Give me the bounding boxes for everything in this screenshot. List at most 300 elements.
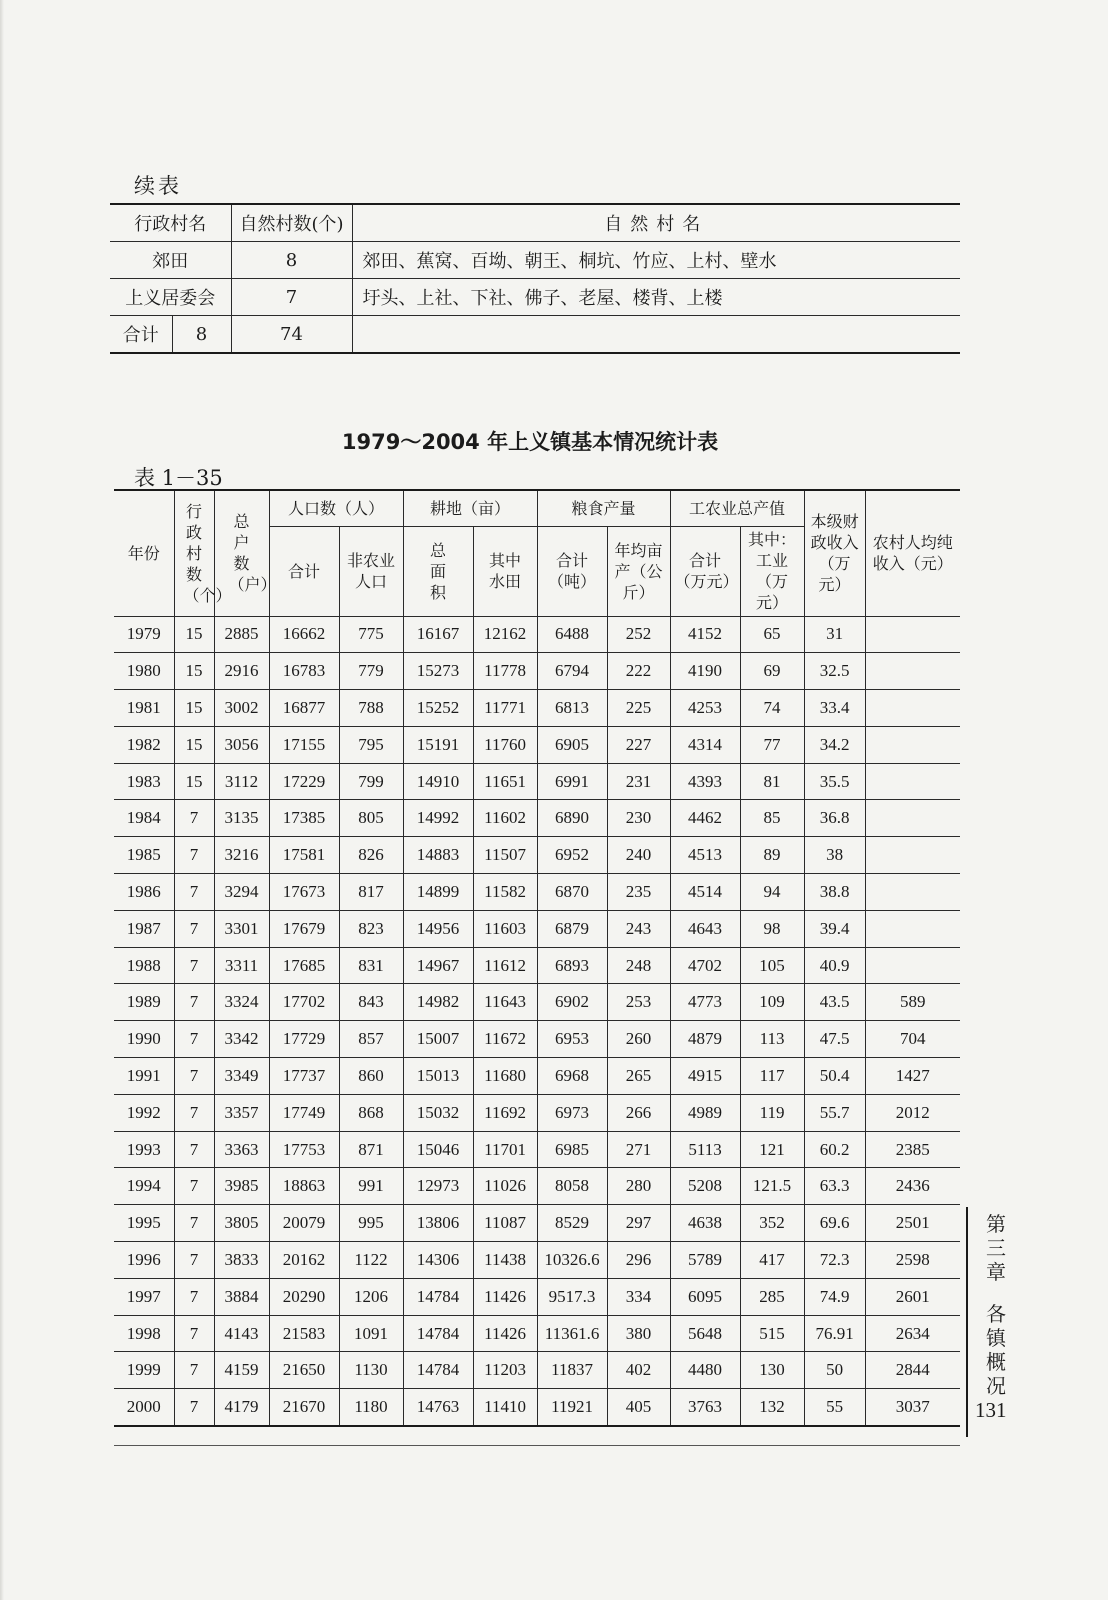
header-admin-village: 行政村名 xyxy=(110,204,231,242)
table-cell: 6902 xyxy=(537,984,607,1021)
table-cell: 5648 xyxy=(670,1315,740,1352)
table-cell: 21650 xyxy=(269,1352,339,1389)
table-cell: 15252 xyxy=(403,690,473,727)
header-land-paddy: 其中水田 xyxy=(473,526,537,616)
table-cell: 20290 xyxy=(269,1278,339,1315)
header-pop-nonagri: 非农业人口 xyxy=(339,526,403,616)
table-cell: 60.2 xyxy=(804,1131,865,1168)
table-cell: 6813 xyxy=(537,690,607,727)
table-row xyxy=(114,616,960,653)
table-cell: 1206 xyxy=(339,1278,403,1315)
table-cell: 589 xyxy=(865,984,960,1021)
table-cell: 230 xyxy=(607,800,670,837)
table-cell: 14763 xyxy=(403,1389,473,1426)
table-cell: 15 xyxy=(174,726,214,763)
header-output-total: 合计（万元） xyxy=(670,526,740,616)
table-cell: 8529 xyxy=(537,1205,607,1242)
admin-village-cell: 上义居委会 xyxy=(110,279,231,316)
table-cell: 15 xyxy=(174,616,214,653)
table-cell: 50 xyxy=(804,1352,865,1389)
header-grain: 粮食产量 xyxy=(537,490,670,526)
total-label: 合计 xyxy=(110,316,172,354)
table-cell: 817 xyxy=(339,874,403,911)
table-cell: 1986 xyxy=(114,874,174,911)
table-cell: 11438 xyxy=(473,1242,537,1279)
table-cell: 4480 xyxy=(670,1352,740,1389)
table-cell: 402 xyxy=(607,1352,670,1389)
table-cell: 826 xyxy=(339,837,403,874)
table-cell: 6893 xyxy=(537,947,607,984)
table-cell: 6953 xyxy=(537,1021,607,1058)
table-row xyxy=(114,1315,960,1352)
table-cell: 69.6 xyxy=(804,1205,865,1242)
table-cell: 280 xyxy=(607,1168,670,1205)
table-cell: 1992 xyxy=(114,1094,174,1131)
table-cell: 3135 xyxy=(214,800,269,837)
table-cell: 5789 xyxy=(670,1242,740,1279)
table-cell: 17679 xyxy=(269,910,339,947)
table-cell: 11771 xyxy=(473,690,537,727)
village-row xyxy=(110,279,960,316)
table-cell: 2436 xyxy=(865,1168,960,1205)
table-cell: 81 xyxy=(740,763,804,800)
table-cell: 296 xyxy=(607,1242,670,1279)
table-cell: 4989 xyxy=(670,1094,740,1131)
natural-count-cell: 7 xyxy=(231,279,352,316)
header-output-industry: 其中：工业（万元） xyxy=(740,526,804,616)
table-cell: 995 xyxy=(339,1205,403,1242)
table-cell: 7 xyxy=(174,1021,214,1058)
table-cell: 4393 xyxy=(670,763,740,800)
table-cell: 14883 xyxy=(403,837,473,874)
table-row xyxy=(114,1278,960,1315)
table-cell: 7 xyxy=(174,1094,214,1131)
table-cell: 2885 xyxy=(214,616,269,653)
total-natural-count: 74 xyxy=(231,316,352,354)
table-row xyxy=(114,874,960,911)
table-cell: 991 xyxy=(339,1168,403,1205)
table-cell: 89 xyxy=(740,837,804,874)
table-cell: 788 xyxy=(339,690,403,727)
table-cell: 15046 xyxy=(403,1131,473,1168)
table-cell: 405 xyxy=(607,1389,670,1426)
table-cell xyxy=(865,874,960,911)
table-cell: 352 xyxy=(740,1205,804,1242)
village-table xyxy=(110,203,960,354)
table-cell xyxy=(865,690,960,727)
table-cell: 76.91 xyxy=(804,1315,865,1352)
table-cell: 1091 xyxy=(339,1315,403,1352)
table-cell: 2598 xyxy=(865,1242,960,1279)
table-cell: 3349 xyxy=(214,1058,269,1095)
table-cell: 2501 xyxy=(865,1205,960,1242)
table-cell: 11087 xyxy=(473,1205,537,1242)
table-cell: 11701 xyxy=(473,1131,537,1168)
page-edge xyxy=(0,0,4,1600)
table-cell: 11651 xyxy=(473,763,537,800)
table-cell: 380 xyxy=(607,1315,670,1352)
table-cell: 113 xyxy=(740,1021,804,1058)
table-cell: 11203 xyxy=(473,1352,537,1389)
header-natural-count: 自然村数(个) xyxy=(231,204,352,242)
table-cell: 11612 xyxy=(473,947,537,984)
table-cell: 260 xyxy=(607,1021,670,1058)
table-cell: 805 xyxy=(339,800,403,837)
header-pop-total: 合计 xyxy=(269,526,339,616)
table-cell: 65 xyxy=(740,616,804,653)
table-cell: 823 xyxy=(339,910,403,947)
table-number: 表 1－35 xyxy=(134,466,223,490)
table-cell: 85 xyxy=(740,800,804,837)
table-cell: 843 xyxy=(339,984,403,1021)
table-cell: 1991 xyxy=(114,1058,174,1095)
table-cell: 7 xyxy=(174,947,214,984)
table-cell: 36.8 xyxy=(804,800,865,837)
table-cell: 2385 xyxy=(865,1131,960,1168)
village-row xyxy=(110,242,960,279)
table-cell: 3294 xyxy=(214,874,269,911)
table-cell: 3805 xyxy=(214,1205,269,1242)
table-cell: 285 xyxy=(740,1278,804,1315)
table-cell: 6095 xyxy=(670,1278,740,1315)
table-cell: 32.5 xyxy=(804,653,865,690)
table-cell: 4773 xyxy=(670,984,740,1021)
header-output: 工农业总产值 xyxy=(670,490,804,526)
table-cell: 109 xyxy=(740,984,804,1021)
table-cell: 34.2 xyxy=(804,726,865,763)
page-number: 131 xyxy=(975,1398,1007,1422)
bottom-rule xyxy=(114,1445,960,1446)
table-cell: 3363 xyxy=(214,1131,269,1168)
table-cell: 11672 xyxy=(473,1021,537,1058)
total-admin-count: 8 xyxy=(172,316,231,354)
table-row xyxy=(114,1352,960,1389)
table-cell: 20079 xyxy=(269,1205,339,1242)
table-cell: 21670 xyxy=(269,1389,339,1426)
table-row xyxy=(114,726,960,763)
table-cell: 21583 xyxy=(269,1315,339,1352)
table-cell xyxy=(865,763,960,800)
table-cell: 16877 xyxy=(269,690,339,727)
table-cell: 3357 xyxy=(214,1094,269,1131)
table-cell: 7 xyxy=(174,1242,214,1279)
table-cell: 1122 xyxy=(339,1242,403,1279)
table-cell: 297 xyxy=(607,1205,670,1242)
table-cell: 74 xyxy=(740,690,804,727)
table-cell: 4643 xyxy=(670,910,740,947)
table-cell: 11692 xyxy=(473,1094,537,1131)
table-cell: 7 xyxy=(174,837,214,874)
table-cell: 11507 xyxy=(473,837,537,874)
table-cell: 1981 xyxy=(114,690,174,727)
natural-names-cell: 圩头、上社、下社、佛子、老屋、楼背、上楼 xyxy=(352,279,960,316)
table-cell: 17729 xyxy=(269,1021,339,1058)
table-cell: 14910 xyxy=(403,763,473,800)
table-cell: 871 xyxy=(339,1131,403,1168)
table-cell: 55.7 xyxy=(804,1094,865,1131)
table-cell: 72.3 xyxy=(804,1242,865,1279)
table-cell: 1989 xyxy=(114,984,174,1021)
table-cell: 3763 xyxy=(670,1389,740,1426)
table-cell: 98 xyxy=(740,910,804,947)
table-cell: 16167 xyxy=(403,616,473,653)
table-cell: 50.4 xyxy=(804,1058,865,1095)
table-cell: 11921 xyxy=(537,1389,607,1426)
table-row xyxy=(114,653,960,690)
table-cell: 7 xyxy=(174,1315,214,1352)
table-cell: 334 xyxy=(607,1278,670,1315)
table-cell: 3056 xyxy=(214,726,269,763)
table-cell: 5113 xyxy=(670,1131,740,1168)
header-grain-yield: 年均亩产（公斤） xyxy=(607,526,670,616)
stats-header-row-1 xyxy=(114,490,960,526)
table-cell: 1996 xyxy=(114,1242,174,1279)
table-cell: 69 xyxy=(740,653,804,690)
table-cell: 132 xyxy=(740,1389,804,1426)
table-cell: 5208 xyxy=(670,1168,740,1205)
table-cell: 14992 xyxy=(403,800,473,837)
table-cell: 11582 xyxy=(473,874,537,911)
table-cell: 252 xyxy=(607,616,670,653)
table-cell: 2601 xyxy=(865,1278,960,1315)
table-cell: 4513 xyxy=(670,837,740,874)
table-cell: 11426 xyxy=(473,1315,537,1352)
table-cell: 3985 xyxy=(214,1168,269,1205)
natural-names-cell: 郊田、蕉窝、百坳、朝王、桐坑、竹应、上村、壁水 xyxy=(352,242,960,279)
table-cell: 16662 xyxy=(269,616,339,653)
table-row xyxy=(114,1205,960,1242)
table-cell: 14982 xyxy=(403,984,473,1021)
table-cell: 3311 xyxy=(214,947,269,984)
table-cell: 857 xyxy=(339,1021,403,1058)
table-cell: 17581 xyxy=(269,837,339,874)
table-cell: 15 xyxy=(174,653,214,690)
table-cell: 14784 xyxy=(403,1278,473,1315)
table-cell xyxy=(865,726,960,763)
table-cell: 1427 xyxy=(865,1058,960,1095)
table-cell: 515 xyxy=(740,1315,804,1352)
table-cell: 14899 xyxy=(403,874,473,911)
table-cell: 3324 xyxy=(214,984,269,1021)
table-cell: 7 xyxy=(174,1131,214,1168)
table-cell: 2012 xyxy=(865,1094,960,1131)
table-cell: 77 xyxy=(740,726,804,763)
table-cell: 14967 xyxy=(403,947,473,984)
table-cell: 1997 xyxy=(114,1278,174,1315)
table-cell: 14956 xyxy=(403,910,473,947)
village-total-row xyxy=(110,316,960,354)
table-cell: 266 xyxy=(607,1094,670,1131)
table-cell: 14784 xyxy=(403,1352,473,1389)
header-farmland: 耕地（亩） xyxy=(403,490,537,526)
table-cell: 265 xyxy=(607,1058,670,1095)
table-row xyxy=(114,1021,960,1058)
table-cell: 4159 xyxy=(214,1352,269,1389)
table-cell: 15273 xyxy=(403,653,473,690)
header-households: 总户数（户） xyxy=(214,490,269,616)
table-cell: 6794 xyxy=(537,653,607,690)
table-cell: 11426 xyxy=(473,1278,537,1315)
table-cell: 74.9 xyxy=(804,1278,865,1315)
table-cell: 7 xyxy=(174,910,214,947)
table-cell: 4462 xyxy=(670,800,740,837)
table-cell: 3002 xyxy=(214,690,269,727)
table-cell: 17385 xyxy=(269,800,339,837)
table-cell: 11778 xyxy=(473,653,537,690)
stats-body xyxy=(114,616,960,1426)
admin-village-cell: 郊田 xyxy=(110,242,231,279)
table-cell: 1983 xyxy=(114,763,174,800)
table-title: 1979～2004 年上义镇基本情况统计表 xyxy=(341,430,719,454)
table-row xyxy=(114,690,960,727)
table-cell: 2844 xyxy=(865,1352,960,1389)
table-cell: 39.4 xyxy=(804,910,865,947)
table-cell: 704 xyxy=(865,1021,960,1058)
table-cell: 8058 xyxy=(537,1168,607,1205)
table-cell: 12162 xyxy=(473,616,537,653)
village-table-header xyxy=(110,204,960,242)
table-cell: 11680 xyxy=(473,1058,537,1095)
header-admin-villages: 行政村数（个） xyxy=(174,490,214,616)
section-label: 各镇概况 xyxy=(986,1302,1006,1398)
table-cell: 17702 xyxy=(269,984,339,1021)
table-cell: 17737 xyxy=(269,1058,339,1095)
table-cell: 6973 xyxy=(537,1094,607,1131)
table-cell: 4253 xyxy=(670,690,740,727)
natural-count-cell: 8 xyxy=(231,242,352,279)
table-cell: 1988 xyxy=(114,947,174,984)
table-cell: 6968 xyxy=(537,1058,607,1095)
table-cell: 779 xyxy=(339,653,403,690)
table-cell: 17155 xyxy=(269,726,339,763)
table-cell: 7 xyxy=(174,1278,214,1315)
table-cell: 38 xyxy=(804,837,865,874)
table-cell: 15 xyxy=(174,763,214,800)
table-row xyxy=(114,1389,960,1426)
table-cell: 15007 xyxy=(403,1021,473,1058)
table-cell xyxy=(865,910,960,947)
table-cell: 3216 xyxy=(214,837,269,874)
table-row xyxy=(114,1131,960,1168)
table-cell: 4314 xyxy=(670,726,740,763)
table-cell: 2634 xyxy=(865,1315,960,1352)
table-cell: 6952 xyxy=(537,837,607,874)
table-cell: 253 xyxy=(607,984,670,1021)
table-row xyxy=(114,800,960,837)
table-cell: 119 xyxy=(740,1094,804,1131)
header-year: 年份 xyxy=(114,490,174,616)
table-cell: 3884 xyxy=(214,1278,269,1315)
table-cell: 16783 xyxy=(269,653,339,690)
table-cell: 17753 xyxy=(269,1131,339,1168)
table-cell: 1987 xyxy=(114,910,174,947)
table-cell: 7 xyxy=(174,874,214,911)
table-cell: 4915 xyxy=(670,1058,740,1095)
table-cell: 47.5 xyxy=(804,1021,865,1058)
table-cell: 17229 xyxy=(269,763,339,800)
table-cell: 1984 xyxy=(114,800,174,837)
table-cell: 1994 xyxy=(114,1168,174,1205)
table-cell: 1999 xyxy=(114,1352,174,1389)
table-cell xyxy=(865,837,960,874)
table-cell: 17749 xyxy=(269,1094,339,1131)
table-cell: 11837 xyxy=(537,1352,607,1389)
table-cell: 4152 xyxy=(670,616,740,653)
table-cell xyxy=(865,800,960,837)
table-cell: 11361.6 xyxy=(537,1315,607,1352)
table-cell: 6890 xyxy=(537,800,607,837)
table-row xyxy=(114,1242,960,1279)
table-cell: 1982 xyxy=(114,726,174,763)
table-cell: 7 xyxy=(174,800,214,837)
header-population: 人口数（人） xyxy=(269,490,403,526)
table-cell: 417 xyxy=(740,1242,804,1279)
table-cell: 3342 xyxy=(214,1021,269,1058)
table-cell: 248 xyxy=(607,947,670,984)
table-cell: 6870 xyxy=(537,874,607,911)
table-cell: 55 xyxy=(804,1389,865,1426)
table-cell: 11760 xyxy=(473,726,537,763)
table-cell: 1180 xyxy=(339,1389,403,1426)
table-cell: 14784 xyxy=(403,1315,473,1352)
table-cell: 6488 xyxy=(537,616,607,653)
table-cell: 10326.6 xyxy=(537,1242,607,1279)
table-cell: 3037 xyxy=(865,1389,960,1426)
table-cell: 6985 xyxy=(537,1131,607,1168)
table-cell: 17673 xyxy=(269,874,339,911)
table-cell: 15 xyxy=(174,690,214,727)
table-cell: 9517.3 xyxy=(537,1278,607,1315)
table-cell: 1993 xyxy=(114,1131,174,1168)
table-cell xyxy=(865,947,960,984)
table-cell: 1990 xyxy=(114,1021,174,1058)
side-rule xyxy=(966,1207,968,1437)
table-cell: 1979 xyxy=(114,616,174,653)
table-cell: 33.4 xyxy=(804,690,865,727)
header-land-total: 总面积 xyxy=(403,526,473,616)
table-row xyxy=(114,910,960,947)
table-row xyxy=(114,763,960,800)
table-cell: 121.5 xyxy=(740,1168,804,1205)
table-cell: 235 xyxy=(607,874,670,911)
header-grain-total: 合计（吨） xyxy=(537,526,607,616)
table-cell xyxy=(865,653,960,690)
table-row xyxy=(114,984,960,1021)
table-cell: 6879 xyxy=(537,910,607,947)
table-cell xyxy=(865,616,960,653)
table-cell: 868 xyxy=(339,1094,403,1131)
table-cell: 94 xyxy=(740,874,804,911)
table-cell: 2916 xyxy=(214,653,269,690)
table-cell: 4702 xyxy=(670,947,740,984)
table-cell: 860 xyxy=(339,1058,403,1095)
table-cell: 1980 xyxy=(114,653,174,690)
table-cell: 11602 xyxy=(473,800,537,837)
table-cell: 15191 xyxy=(403,726,473,763)
table-cell: 15032 xyxy=(403,1094,473,1131)
table-cell: 11410 xyxy=(473,1389,537,1426)
table-cell: 14306 xyxy=(403,1242,473,1279)
table-cell: 7 xyxy=(174,984,214,1021)
table-row xyxy=(114,1094,960,1131)
header-natural-names: 自然村名 xyxy=(352,204,960,242)
table-cell: 7 xyxy=(174,1168,214,1205)
table-cell: 11026 xyxy=(473,1168,537,1205)
table-cell: 11643 xyxy=(473,984,537,1021)
table-cell: 227 xyxy=(607,726,670,763)
table-cell: 13806 xyxy=(403,1205,473,1242)
chapter-label: 第三章 xyxy=(986,1212,1006,1284)
